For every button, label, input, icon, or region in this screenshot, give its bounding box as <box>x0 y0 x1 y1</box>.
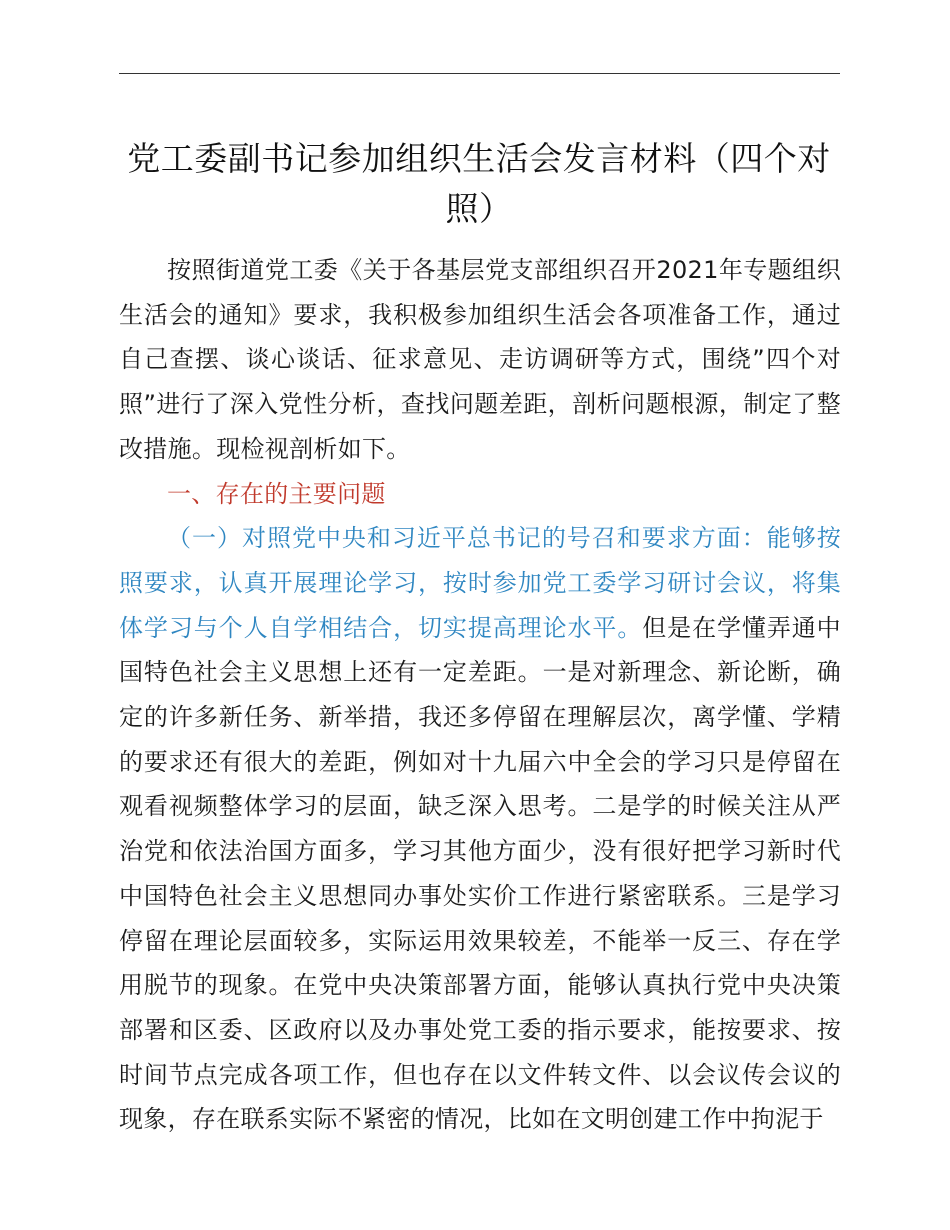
subsection-heading: （一）对照党中央和习近平总书记的号召和要求方面：能够按照要求，认真开展理论学习，按时参加党工委学习研讨会议，将集体学习与个人自学相结合，切实提高理论水平。 <box>119 524 841 642</box>
subsection-paragraph <box>119 516 841 1142</box>
document-title: 党工委副书记参加组织生活会发言材料（四个对照） <box>127 139 831 228</box>
intro-paragraph: 按照街道党工委《关于各基层党支部组织召开2021年专题组织生活会的通知》要求，我积极参加组织生活会各项准备工作，通过自己查摆、谈心谈话、征求意见、走访调研等方式，围绕”四个对照”进行了深入党性分析，查找问题差距，剖析问题根源，制定了整改措施。现检视剖析如下。 <box>119 256 841 463</box>
subsection-body: 但是在学懂弄通中国特色社会主义思想上还有一定差距。一是对新理念、新论断，确定的许多新任务、新举措，我还多停留在理解层次，离学懂、学精的要求还有很大的差距，例如对十九届六中全会的学习只是停留在观看视频整体学习的层面，缺乏深入思考。二是学的时候关注从严治党和依法治国方面多，学习其他方面少，没有很好把学习新时代中国特色社会主义思想同办事处实价工作进行紧密联系。三是学习停留在理论层面较多，实际运用效果较差，不能举一反三、存在学用脱节的现象。在党中央决策部署方面，能够认真执行党中央决策部署和区委、区政府以及办事处党工委的指示要求，能按要求、按时间节点完成各项工作，但也存在以文件转文件、以会议传会议的现象，存在联系实际不紧密的情况，比如在文明创建工作中拘泥于 <box>119 613 841 1134</box>
document-body <box>119 248 841 1142</box>
section-heading: 一、存在的主要问题 <box>167 479 386 508</box>
header-rule <box>119 73 840 74</box>
